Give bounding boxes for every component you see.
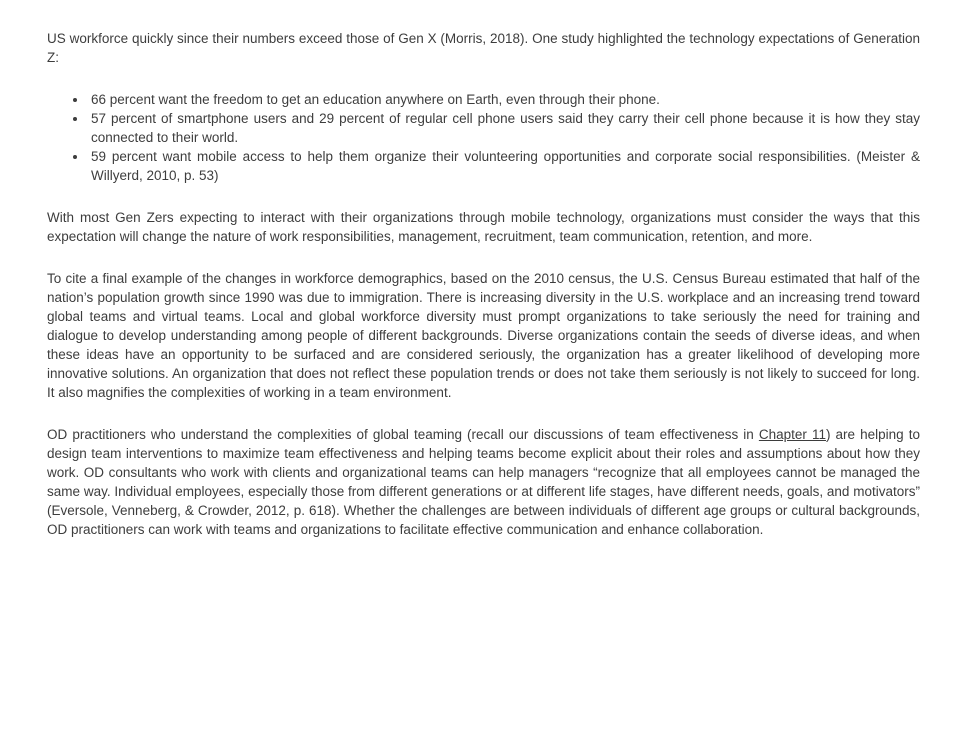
bullet-item: • 59 percent want mobile access to help them organize their volunteering opportunities and corporate social responsibilities. (Meister & Willyerd, 2010, p. 53) bbox=[88, 147, 920, 185]
bullet-item: • 57 percent of smartphone users and 29 percent of regular cell phone users said they carry their cell phone because it is how they stay connected to their world. bbox=[88, 109, 920, 147]
paragraph-text-after-link: ) are helping to design team interventions to maximize team effectiveness and helping teams become explicit about their roles and assumptions about how they work. OD consultants who work with clients and organizational teams can help managers “recognize that all employees cannot be managed the same way. Individual employees, especially those from different generations or at different life stages, have different needs, goals, and motivators” (Eversole, Venneberg, & Crowder, 2012, p. 618). Whether the challenges are between individuals of different age groups or cultural backgrounds, OD practitioners can work with teams and organizations to facilitate effective communication and enhance collaboration. bbox=[47, 427, 920, 537]
bullet-list bbox=[47, 90, 920, 185]
paragraph-gen-z-expectations: With most Gen Zers expecting to interact with their organizations through mobile technology, organizations must consider the ways that this expectation will change the nature of work responsibilities, management, recruitment, team communication, retention, and more. bbox=[47, 210, 920, 244]
paragraph-intro: US workforce quickly since their numbers exceed those of Gen X (Morris, 2018). One study highlighted the technology expectations of Generation Z: bbox=[47, 31, 920, 65]
paragraph-od-practitioners bbox=[47, 425, 920, 539]
bullet-item: • 66 percent want the freedom to get an education anywhere on Earth, even through their phone. bbox=[88, 90, 920, 109]
paragraph-census-diversity: To cite a final example of the changes in workforce demographics, based on the 2010 census, the U.S. Census Bureau estimated that half of the nation’s population growth since 1990 was due to immigration. There is increasing diversity in the U.S. workplace and an increasing trend toward global teams and virtual teams. Local and global workforce diversity must prompt organizations to take seriously the need for training and dialogue to develop understanding among people of different backgrounds. Diverse organizations contain the seeds of diverse ideas, and when these ideas have an opportunity to be surfaced and are considered seriously, the organization has a greater likelihood of developing more innovative solutions. An organization that does not reflect these population trends or does not take them seriously is not likely to succeed for long. It also magnifies the complexities of working in a team environment. bbox=[47, 271, 920, 400]
paragraph-text-before-link: OD practitioners who understand the complexities of global teaming (recall our discussions of team effectiveness in bbox=[47, 427, 759, 442]
chapter-11-link[interactable]: Chapter 11 bbox=[758, 427, 826, 442]
